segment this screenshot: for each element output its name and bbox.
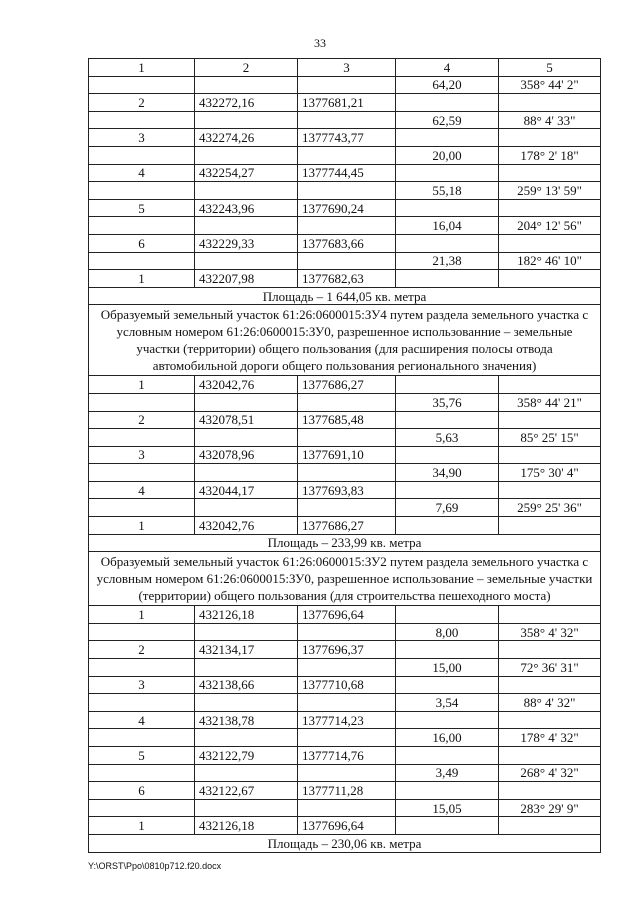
segment-row <box>89 499 601 517</box>
table-header-row <box>89 59 601 77</box>
direction-angle: 178° 2' 18" <box>499 146 601 164</box>
area-value: Площадь – 1 644,05 кв. метра <box>89 287 601 305</box>
segment-length: 5,63 <box>396 429 499 447</box>
segment-length: 16,00 <box>396 729 499 747</box>
empty-cell <box>499 270 601 288</box>
point-number: 6 <box>89 782 195 800</box>
point-number: 2 <box>89 641 195 659</box>
empty-cell <box>396 641 499 659</box>
point-row <box>89 782 601 800</box>
header-cell: 4 <box>396 59 499 77</box>
header-cell: 5 <box>499 59 601 77</box>
page-number: 33 <box>314 36 326 50</box>
direction-angle: 175° 30' 4" <box>499 464 601 482</box>
empty-cell <box>195 464 298 482</box>
coord-x: 432207,98 <box>195 270 298 288</box>
point-row <box>89 164 601 182</box>
section-caption: Образуемый земельный участок 61:26:0600015:ЗУ2 путем раздела земельного участка с условным номером 61:26:0600015:ЗУ0, разрешенное использование – земельные участки (территории) общего пользования (для строительства пешеходного моста) <box>89 552 601 606</box>
direction-angle: 88° 4' 33" <box>499 111 601 129</box>
area-value: Площадь – 230,06 кв. метра <box>89 834 601 852</box>
coord-y: 1377693,83 <box>298 481 396 499</box>
header-cell: 1 <box>89 59 195 77</box>
point-row <box>89 199 601 217</box>
point-number: 4 <box>89 711 195 729</box>
segment-row <box>89 111 601 129</box>
empty-cell <box>89 799 195 817</box>
coord-x: 432138,66 <box>195 676 298 694</box>
point-row <box>89 234 601 252</box>
empty-cell <box>298 659 396 677</box>
segment-length: 21,38 <box>396 252 499 270</box>
empty-cell <box>396 747 499 765</box>
empty-cell <box>396 817 499 835</box>
coord-x: 432138,78 <box>195 711 298 729</box>
point-number: 3 <box>89 676 195 694</box>
empty-cell <box>499 129 601 147</box>
empty-cell <box>89 764 195 782</box>
point-number: 1 <box>89 606 195 624</box>
empty-cell <box>499 234 601 252</box>
empty-cell <box>499 517 601 535</box>
point-number: 3 <box>89 129 195 147</box>
header-cell: 3 <box>298 59 396 77</box>
direction-angle: 358° 44' 2" <box>499 76 601 94</box>
coord-y: 1377691,10 <box>298 446 396 464</box>
empty-cell <box>298 146 396 164</box>
direction-angle: 268° 4' 32" <box>499 764 601 782</box>
coord-x: 432122,79 <box>195 747 298 765</box>
empty-cell <box>195 217 298 235</box>
point-row <box>89 446 601 464</box>
empty-cell <box>396 782 499 800</box>
coord-y: 1377683,66 <box>298 234 396 252</box>
empty-cell <box>298 393 396 411</box>
segment-length: 16,04 <box>396 217 499 235</box>
segment-row <box>89 76 601 94</box>
point-number: 1 <box>89 376 195 394</box>
point-number: 2 <box>89 411 195 429</box>
coord-y: 1377696,64 <box>298 606 396 624</box>
section-caption: Образуемый земельный участок 61:26:0600015:ЗУ4 путем раздела земельного участка с условным номером 61:26:0600015:ЗУ0, разрешенное использованние – земельные участки (территории) общего пользования (для расширения полосы отвода автомобильной дороги общего пользования регионального значения) <box>89 305 601 376</box>
empty-cell <box>195 499 298 517</box>
empty-cell <box>195 111 298 129</box>
empty-cell <box>396 411 499 429</box>
empty-cell <box>195 182 298 200</box>
coord-x: 432272,16 <box>195 94 298 112</box>
empty-cell <box>396 481 499 499</box>
empty-cell <box>396 711 499 729</box>
empty-cell <box>298 111 396 129</box>
empty-cell <box>499 446 601 464</box>
segment-length: 35,76 <box>396 393 499 411</box>
section-caption-row <box>89 305 601 376</box>
segment-length: 20,00 <box>396 146 499 164</box>
segment-length: 34,90 <box>396 464 499 482</box>
empty-cell <box>195 623 298 641</box>
segment-length: 64,20 <box>396 76 499 94</box>
point-row <box>89 376 601 394</box>
empty-cell <box>396 676 499 694</box>
empty-cell <box>89 252 195 270</box>
coord-x: 432044,17 <box>195 481 298 499</box>
empty-cell <box>89 393 195 411</box>
empty-cell <box>195 694 298 712</box>
point-row <box>89 817 601 835</box>
empty-cell <box>195 799 298 817</box>
segment-length: 15,00 <box>396 659 499 677</box>
coord-y: 1377686,27 <box>298 517 396 535</box>
segment-length: 8,00 <box>396 623 499 641</box>
coord-x: 432122,67 <box>195 782 298 800</box>
point-number: 1 <box>89 517 195 535</box>
empty-cell <box>396 164 499 182</box>
empty-cell <box>89 694 195 712</box>
point-row <box>89 94 601 112</box>
empty-cell <box>499 411 601 429</box>
segment-row <box>89 429 601 447</box>
coord-x: 432229,33 <box>195 234 298 252</box>
empty-cell <box>195 729 298 747</box>
empty-cell <box>298 76 396 94</box>
direction-angle: 204° 12' 56" <box>499 217 601 235</box>
point-row <box>89 270 601 288</box>
footer-file-path: Y:\ORST\Ppo\0810p712.f20.docx <box>88 861 222 871</box>
segment-length: 15,05 <box>396 799 499 817</box>
segment-row <box>89 659 601 677</box>
direction-angle: 178° 4' 32" <box>499 729 601 747</box>
coord-y: 1377714,76 <box>298 747 396 765</box>
segment-row <box>89 799 601 817</box>
empty-cell <box>195 393 298 411</box>
segment-length: 7,69 <box>396 499 499 517</box>
empty-cell <box>195 659 298 677</box>
empty-cell <box>499 641 601 659</box>
empty-cell <box>89 464 195 482</box>
empty-cell <box>499 782 601 800</box>
empty-cell <box>396 199 499 217</box>
segment-length: 3,49 <box>396 764 499 782</box>
empty-cell <box>298 499 396 517</box>
empty-cell <box>298 764 396 782</box>
coord-y: 1377696,37 <box>298 641 396 659</box>
empty-cell <box>195 252 298 270</box>
empty-cell <box>499 164 601 182</box>
empty-cell <box>195 76 298 94</box>
empty-cell <box>89 623 195 641</box>
empty-cell <box>89 217 195 235</box>
empty-cell <box>298 799 396 817</box>
segment-row <box>89 729 601 747</box>
coord-x: 432078,96 <box>195 446 298 464</box>
empty-cell <box>396 606 499 624</box>
coord-y: 1377710,68 <box>298 676 396 694</box>
empty-cell <box>195 429 298 447</box>
coord-y: 1377681,21 <box>298 94 396 112</box>
coord-y: 1377686,27 <box>298 376 396 394</box>
segment-length: 55,18 <box>396 182 499 200</box>
coord-x: 432254,27 <box>195 164 298 182</box>
coord-y: 1377711,28 <box>298 782 396 800</box>
empty-cell <box>89 499 195 517</box>
direction-angle: 88° 4' 32" <box>499 694 601 712</box>
empty-cell <box>298 182 396 200</box>
segment-row <box>89 252 601 270</box>
area-value: Площадь – 233,99 кв. метра <box>89 534 601 552</box>
point-number: 3 <box>89 446 195 464</box>
segment-row <box>89 694 601 712</box>
direction-angle: 283° 29' 9" <box>499 799 601 817</box>
empty-cell <box>396 376 499 394</box>
point-number: 5 <box>89 747 195 765</box>
point-row <box>89 711 601 729</box>
point-row <box>89 641 601 659</box>
coord-y: 1377743,77 <box>298 129 396 147</box>
segment-length: 62,59 <box>396 111 499 129</box>
direction-angle: 358° 44' 21" <box>499 393 601 411</box>
coord-x: 432274,26 <box>195 129 298 147</box>
empty-cell <box>89 146 195 164</box>
point-row <box>89 747 601 765</box>
empty-cell <box>499 711 601 729</box>
section-caption-row <box>89 552 601 606</box>
segment-row <box>89 182 601 200</box>
point-row <box>89 606 601 624</box>
header-cell: 2 <box>195 59 298 77</box>
empty-cell <box>298 429 396 447</box>
empty-cell <box>298 694 396 712</box>
coord-x: 432243,96 <box>195 199 298 217</box>
empty-cell <box>499 481 601 499</box>
segment-row <box>89 393 601 411</box>
coord-y: 1377682,63 <box>298 270 396 288</box>
empty-cell <box>499 676 601 694</box>
empty-cell <box>499 817 601 835</box>
empty-cell <box>298 464 396 482</box>
empty-cell <box>195 764 298 782</box>
direction-angle: 182° 46' 10" <box>499 252 601 270</box>
segment-row <box>89 623 601 641</box>
coord-y: 1377685,48 <box>298 411 396 429</box>
empty-cell <box>195 146 298 164</box>
point-row <box>89 481 601 499</box>
empty-cell <box>396 129 499 147</box>
segment-row <box>89 217 601 235</box>
empty-cell <box>396 94 499 112</box>
point-number: 5 <box>89 199 195 217</box>
coord-y: 1377690,24 <box>298 199 396 217</box>
empty-cell <box>298 217 396 235</box>
coord-y: 1377714,23 <box>298 711 396 729</box>
empty-cell <box>396 517 499 535</box>
point-number: 4 <box>89 164 195 182</box>
coord-y: 1377696,64 <box>298 817 396 835</box>
empty-cell <box>89 429 195 447</box>
point-number: 1 <box>89 817 195 835</box>
direction-angle: 72° 36' 31" <box>499 659 601 677</box>
coordinates-table <box>88 58 601 853</box>
empty-cell <box>396 270 499 288</box>
empty-cell <box>499 606 601 624</box>
empty-cell <box>298 623 396 641</box>
empty-cell <box>298 252 396 270</box>
empty-cell <box>499 94 601 112</box>
segment-length: 3,54 <box>396 694 499 712</box>
empty-cell <box>89 659 195 677</box>
segment-row <box>89 764 601 782</box>
area-row <box>89 287 601 305</box>
empty-cell <box>89 182 195 200</box>
empty-cell <box>499 376 601 394</box>
empty-cell <box>396 446 499 464</box>
point-number: 1 <box>89 270 195 288</box>
point-number: 2 <box>89 94 195 112</box>
coord-x: 432042,76 <box>195 376 298 394</box>
coord-x: 432134,17 <box>195 641 298 659</box>
empty-cell <box>396 234 499 252</box>
area-row <box>89 534 601 552</box>
point-row <box>89 676 601 694</box>
empty-cell <box>89 729 195 747</box>
segment-row <box>89 146 601 164</box>
empty-cell <box>298 729 396 747</box>
direction-angle: 358° 4' 32" <box>499 623 601 641</box>
direction-angle: 259° 25' 36" <box>499 499 601 517</box>
point-number: 6 <box>89 234 195 252</box>
empty-cell <box>89 76 195 94</box>
empty-cell <box>499 199 601 217</box>
coord-x: 432042,76 <box>195 517 298 535</box>
direction-angle: 85° 25' 15" <box>499 429 601 447</box>
empty-cell <box>499 747 601 765</box>
area-row <box>89 834 601 852</box>
segment-row <box>89 464 601 482</box>
point-row <box>89 411 601 429</box>
empty-cell <box>89 111 195 129</box>
coord-x: 432126,18 <box>195 817 298 835</box>
point-row <box>89 517 601 535</box>
coord-x: 432078,51 <box>195 411 298 429</box>
point-row <box>89 129 601 147</box>
coord-y: 1377744,45 <box>298 164 396 182</box>
point-number: 4 <box>89 481 195 499</box>
direction-angle: 259° 13' 59" <box>499 182 601 200</box>
coord-x: 432126,18 <box>195 606 298 624</box>
